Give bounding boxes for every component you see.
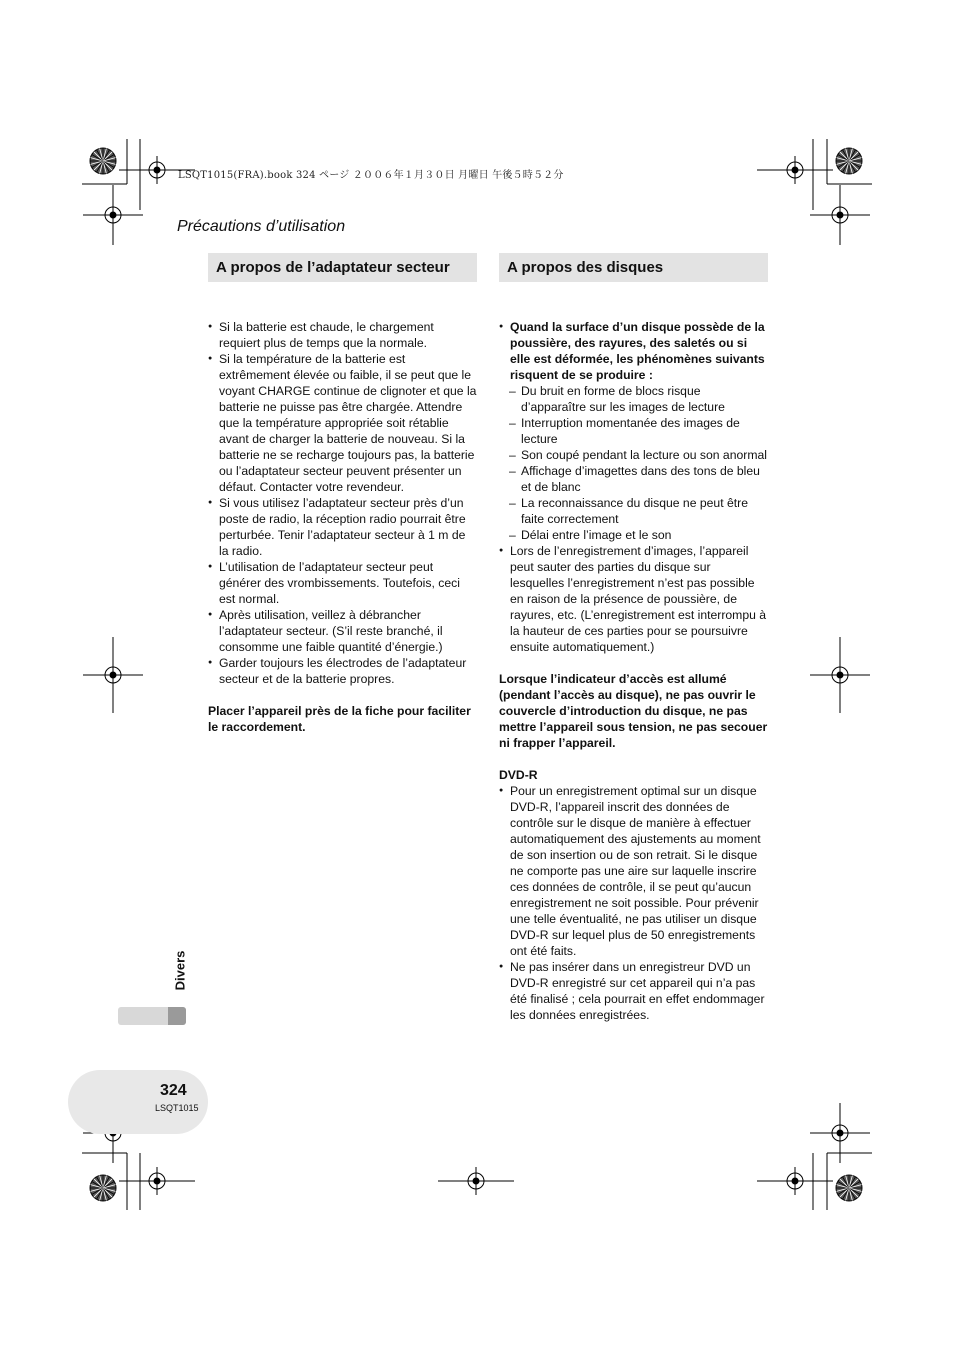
adapter-heading: A propos de l’adaptateur secteur xyxy=(208,253,477,282)
access-warning: Lorsque l’indicateur d’accès est allumé (pendant l’accès au disque), ne pas ouvrir le couvercle d’introduction du disque, ne pas mettre l’appareil sous tension, ne pas secouer ni frapper l’appareil. xyxy=(499,672,768,750)
list-item: – Son coupé pendant la lecture ou son anormal xyxy=(499,447,768,463)
side-tab-marker xyxy=(168,1007,186,1025)
side-tab-label: Divers xyxy=(172,950,188,991)
page-number: 324 xyxy=(160,1082,187,1099)
right-column xyxy=(499,253,768,1023)
list-item: ● Si la batterie est chaude, le chargement requiert plus de temps que la normale. xyxy=(208,319,477,351)
list-item: ● Pour un enregistrement optimal sur un disque DVD-R, l’appareil inscrit des données de contrôle sur le disque de manière à effectuer automatiquement des ajustements au moment de son insertion ou de son retrait. Si le disque ne comporte pas une aire sur laquelle inscrire ces données de contrôle, il se peut qu’aucun enregistrement ne soit possible. Pour prévenir une telle éventualité, ne pas utiliser un disque DVD-R sur lequel plus de 50 enregistrements ont été faits. xyxy=(499,783,768,959)
left-column xyxy=(208,253,477,735)
list-item: ● Ne pas insérer dans un enregistreur DVD un DVD-R enregistré sur cet appareil qui n’a pas été finalisé ; cela pourrait en effet endommager les données enregistrées. xyxy=(499,959,768,1023)
list-item: – Du bruit en forme de blocs risque d’apparaître sur les images de lecture xyxy=(499,383,768,415)
list-item: ● Lors de l’enregistrement d’images, l’appareil peut sauter des parties du disque sur lesquelles l’enregistrement n’est pas possible en raison de la présence de poussière, de rayures, etc. (L’enregistrement est interrompu à la hauteur de ces parties pour se poursuivre ensuite automatiquement.) xyxy=(499,543,768,655)
list-item: ● Si la température de la batterie est extrêmement élevée ou faible, il se peut que le voyant CHARGE continue de clignoter et que la batterie ne puisse pas être chargée. Attendre que la température appropriée soit rétablie avant de charger la batterie de nouveau. Si la batterie ne se recharge toujours pas, la batterie ou l’adaptateur secteur peuvent présenter un défaut. Contacter votre revendeur. xyxy=(208,351,477,495)
section-title: Précautions d’utilisation xyxy=(177,218,346,235)
list-item: – Délai entre l’image et le son xyxy=(499,527,768,543)
placement-note: Placer l’appareil près de la fiche pour faciliter le raccordement. xyxy=(208,704,471,734)
list-item: – Interruption momentanée des images de lecture xyxy=(499,415,768,447)
page-code: LSQT1015 xyxy=(155,1103,199,1113)
list-item: – Affichage d’imagettes dans des tons de bleu et de blanc xyxy=(499,463,768,495)
dvd-r-heading: DVD-R xyxy=(499,768,538,782)
print-header: LSQT1015(FRA).book 324 ページ ２００６年１月３０日 月曜日 午後５時５２分 xyxy=(178,170,564,181)
discs-heading: A propos des disques xyxy=(499,253,768,282)
list-item: ● L’utilisation de l’adaptateur secteur peut générer des vrombissements. Toutefois, ceci est normal. xyxy=(208,559,477,607)
list-item: – La reconnaissance du disque ne peut être faite correctement xyxy=(499,495,768,527)
list-item: ● Si vous utilisez l’adaptateur secteur près d’un poste de radio, la réception radio pourrait être perturbée. Tenir l’adaptateur secteur à 1 m de la radio. xyxy=(208,495,477,559)
list-item: ● Quand la surface d’un disque possède de la poussière, des rayures, des saletés ou si elle est déformée, les phénomènes suivants risquent de se produire : xyxy=(499,319,768,383)
page-badge xyxy=(68,1070,208,1134)
list-item: ● Après utilisation, veillez à débrancher l’adaptateur secteur. (S’il reste branché, il consomme une faible quantité d’énergie.) xyxy=(208,607,477,655)
list-item: ● Garder toujours les électrodes de l’adaptateur secteur et de la batterie propres. xyxy=(208,655,477,687)
